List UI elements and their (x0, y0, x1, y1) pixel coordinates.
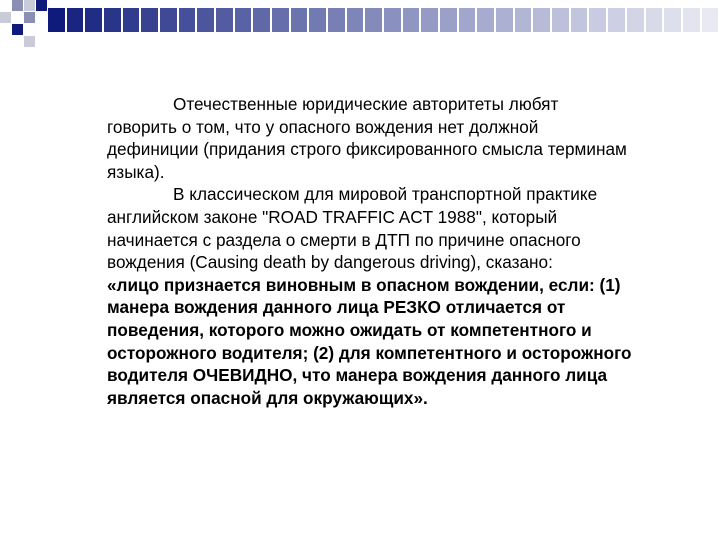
gradient-bar-segment (589, 8, 608, 32)
gradient-bar-segment (552, 8, 571, 32)
gradient-bar-segment (48, 8, 67, 32)
gradient-bar-segment (627, 8, 646, 32)
gradient-bar-segment (179, 8, 198, 32)
gradient-bar-segment (197, 8, 216, 32)
gradient-bar-segment (160, 8, 179, 32)
deco-square (24, 12, 35, 23)
gradient-bar-segment (571, 8, 590, 32)
gradient-bar-segment (235, 8, 254, 32)
paragraph-intro: Отечественные юридические авторитеты любят говорить о том, что у опасного вождения нет должной дефиниции (придания строго фиксированного смысла терминам языка). (107, 94, 627, 182)
deco-square (24, 36, 35, 47)
gradient-bar-segment (309, 8, 328, 32)
body-text (107, 93, 632, 409)
gradient-bar-segment (141, 8, 160, 32)
gradient-bar-segment (459, 8, 478, 32)
gradient-bar-segment (477, 8, 496, 32)
gradient-bar-segment (85, 8, 104, 32)
gradient-bar-segment (347, 8, 366, 32)
gradient-bar-segment (328, 8, 347, 32)
gradient-bar-segment (496, 8, 515, 32)
paragraph-quote: «лицо признается виновным в опасном вождении, если: (1) манера вождения данного лица РЕЗКО отличается от поведения, которого можно ожидать от компетентного и осторожного водителя; (2) для компетентного и осторожного водителя ОЧЕВИДНО, что манера вождения данного лица является опасной для окружающих». (107, 274, 632, 408)
header-gradient-bar (48, 8, 720, 32)
gradient-bar-segment (515, 8, 534, 32)
gradient-bar-segment (421, 8, 440, 32)
gradient-bar-segment (253, 8, 272, 32)
gradient-bar-segment (702, 8, 720, 32)
gradient-bar-segment (608, 8, 627, 32)
gradient-bar-segment (384, 8, 403, 32)
deco-square (12, 24, 23, 35)
gradient-bar-segment (216, 8, 235, 32)
gradient-bar-segment (104, 8, 123, 32)
deco-square (36, 0, 47, 11)
gradient-bar-segment (365, 8, 384, 32)
gradient-bar-segment (291, 8, 310, 32)
gradient-bar-segment (646, 8, 665, 32)
gradient-bar-segment (533, 8, 552, 32)
gradient-bar-segment (123, 8, 142, 32)
gradient-bar-segment (67, 8, 86, 32)
deco-square (12, 0, 23, 11)
gradient-bar-segment (403, 8, 422, 32)
deco-square (0, 12, 11, 23)
gradient-bar-segment (664, 8, 683, 32)
paragraph-road-traffic-act: В классическом для мировой транспортной практике английском законе "ROAD TRAFFIC ACT 1988", который начинается с раздела о смерти в ДТП по причине опасного вождения (Causing death by dangerous driving), сказано: (107, 184, 598, 273)
gradient-bar-segment (683, 8, 702, 32)
deco-square (24, 0, 35, 11)
gradient-bar-segment (440, 8, 459, 32)
gradient-bar-segment (272, 8, 291, 32)
